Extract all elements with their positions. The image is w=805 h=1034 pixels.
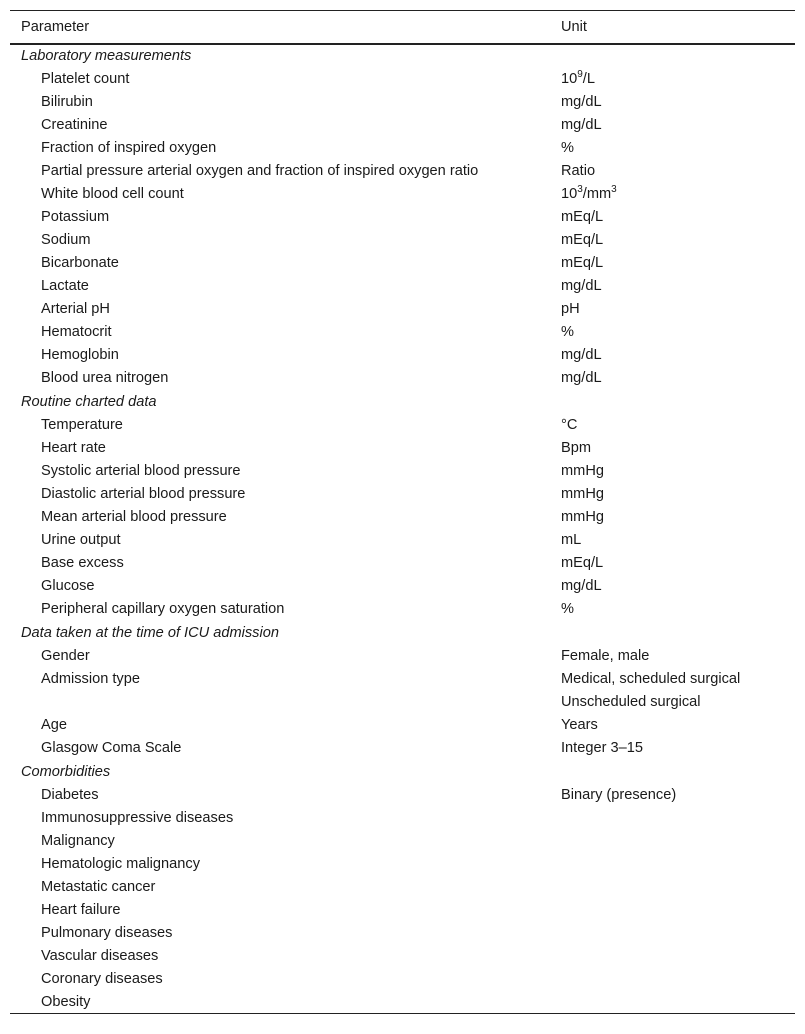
parameter-cell: Sodium (41, 232, 91, 248)
table-row (10, 275, 795, 298)
table-row (10, 784, 795, 807)
unit-cell: mg/dL (561, 347, 602, 363)
unit-cell: Bpm (561, 440, 592, 456)
unit-cell (551, 922, 795, 945)
unit-cell: mg/dL (561, 94, 602, 110)
table-row (10, 206, 795, 229)
table-row (10, 991, 795, 1014)
unit-cell: Integer 3–15 (561, 740, 643, 756)
unit-cell (551, 807, 795, 830)
parameter-cell: Pulmonary diseases (41, 925, 173, 941)
table-row (10, 160, 795, 183)
parameter-cell: Hematocrit (41, 324, 112, 340)
unit-cell: % (561, 140, 574, 156)
parameter-cell: Partial pressure arterial oxygen and fraction of inspired oxygen ratio (41, 163, 479, 179)
unit-cell: % (561, 324, 574, 340)
table-row (10, 414, 795, 437)
parameter-cell: Creatinine (41, 117, 108, 133)
column-header-parameter: Parameter (10, 11, 551, 44)
unit-cell (551, 991, 795, 1014)
unit-cell (551, 876, 795, 899)
table-row (10, 853, 795, 876)
table-row (10, 437, 795, 460)
unit-cell (551, 945, 795, 968)
unit-rest: /mm (582, 186, 612, 202)
column-header-unit: Unit (551, 11, 795, 44)
unit-cell: Binary (presence) (561, 787, 677, 803)
table-row (10, 529, 795, 552)
parameter-cell: Obesity (10, 991, 551, 1014)
unit-cell: mL (561, 532, 582, 548)
unit-cell: mmHg (561, 486, 604, 502)
parameter-cell: Coronary diseases (41, 971, 163, 987)
parameter-cell: Hemoglobin (41, 347, 119, 363)
parameter-cell: Fraction of inspired oxygen (41, 140, 217, 156)
unit-cell: mg/dL (561, 117, 602, 133)
parameter-cell: White blood cell count (41, 186, 184, 202)
unit-cell: % (561, 601, 574, 617)
parameter-cell: Vascular diseases (41, 948, 159, 964)
parameter-cell: Arterial pH (41, 301, 110, 317)
unit-cell (551, 183, 795, 206)
table-row (10, 367, 795, 390)
table-row (10, 229, 795, 252)
table-header-row (10, 11, 795, 44)
unit-cell (551, 899, 795, 922)
unit-cell: pH (561, 301, 580, 317)
table-row (10, 321, 795, 344)
parameter-cell: Urine output (41, 532, 121, 548)
table-row (10, 645, 795, 668)
table-row (10, 137, 795, 160)
table-row (10, 298, 795, 321)
parameter-cell: Potassium (41, 209, 110, 225)
section-header-row (10, 44, 795, 68)
table-row (10, 91, 795, 114)
unit-base: 10 (561, 71, 578, 87)
parameter-cell: Glucose (41, 578, 95, 594)
table-row (10, 252, 795, 275)
parameter-cell: Base excess (41, 555, 124, 571)
unit-cell: mEq/L (561, 209, 604, 225)
parameter-table (10, 10, 795, 1014)
table-row (10, 899, 795, 922)
parameter-cell (10, 691, 551, 714)
unit-cell: °C (561, 417, 578, 433)
unit-rest: /L (582, 71, 595, 87)
unit-cell: Years (561, 717, 598, 733)
unit-cell: mEq/L (561, 255, 604, 271)
parameter-cell: Heart rate (41, 440, 106, 456)
unit-cell: mg/dL (561, 578, 602, 594)
unit-cell: mg/dL (561, 278, 602, 294)
parameter-cell: Immunosuppressive diseases (41, 810, 234, 826)
section-header-row (10, 760, 795, 784)
parameter-cell: Glasgow Coma Scale (41, 740, 182, 756)
table-row (10, 68, 795, 91)
parameter-cell: Bilirubin (41, 94, 93, 110)
section-title: Laboratory measurements (21, 48, 192, 64)
parameter-cell: Gender (41, 648, 90, 664)
section-title: Data taken at the time of ICU admission (21, 624, 279, 641)
parameter-cell: Heart failure (41, 902, 121, 918)
table-row (10, 483, 795, 506)
table-row (10, 922, 795, 945)
table-row (10, 807, 795, 830)
parameter-table-container (10, 10, 795, 1022)
table-row (10, 506, 795, 529)
table-body (10, 44, 795, 1014)
table-row (10, 968, 795, 991)
parameter-cell: Systolic arterial blood pressure (41, 463, 241, 479)
section-header-row (10, 621, 795, 645)
unit-cell: mmHg (561, 509, 604, 525)
parameter-cell: Age (41, 717, 67, 733)
table-row (10, 945, 795, 968)
parameter-cell: Admission type (41, 671, 140, 687)
unit-cell: mEq/L (561, 555, 604, 571)
unit-cell (551, 68, 795, 91)
unit-cell (551, 853, 795, 876)
parameter-cell: Diastolic arterial blood pressure (41, 486, 246, 502)
table-row (10, 183, 795, 206)
section-title: Comorbidities (21, 763, 111, 780)
table-row (10, 575, 795, 598)
table-row (10, 876, 795, 899)
unit-cell: mmHg (561, 463, 604, 479)
table-row (10, 691, 795, 714)
parameter-cell: Malignancy (41, 833, 115, 849)
unit-cell: Unscheduled surgical (561, 694, 701, 710)
unit-exponent: 3 (577, 184, 583, 195)
unit-cell: mEq/L (561, 232, 604, 248)
unit-cell: Ratio (561, 163, 596, 179)
parameter-cell: Hematologic malignancy (41, 856, 200, 872)
table-row (10, 737, 795, 760)
table-row (10, 460, 795, 483)
parameter-cell: Mean arterial blood pressure (41, 509, 227, 525)
parameter-cell: Bicarbonate (41, 255, 119, 271)
unit-cell (551, 830, 795, 853)
section-title: Routine charted data (21, 393, 157, 410)
table-row (10, 552, 795, 575)
unit-cell: mg/dL (561, 370, 602, 386)
parameter-cell: Diabetes (41, 787, 99, 803)
parameter-cell: Metastatic cancer (41, 879, 156, 895)
unit-cell: Female, male (561, 648, 650, 664)
unit-cell (551, 968, 795, 991)
parameter-cell: Peripheral capillary oxygen saturation (41, 601, 285, 617)
unit-base: 10 (561, 186, 578, 202)
parameter-cell: Platelet count (41, 71, 130, 87)
table-row (10, 714, 795, 737)
parameter-cell: Lactate (41, 278, 89, 294)
parameter-cell: Blood urea nitrogen (41, 370, 169, 386)
parameter-cell: Temperature (41, 417, 123, 433)
table-row (10, 668, 795, 691)
unit-cell: Medical, scheduled surgical (561, 671, 741, 687)
table-row (10, 114, 795, 137)
table-row (10, 344, 795, 367)
table-row (10, 830, 795, 853)
table-row (10, 598, 795, 621)
unit-exponent: 3 (611, 184, 617, 195)
section-header-row (10, 390, 795, 414)
unit-exponent: 9 (577, 69, 583, 80)
